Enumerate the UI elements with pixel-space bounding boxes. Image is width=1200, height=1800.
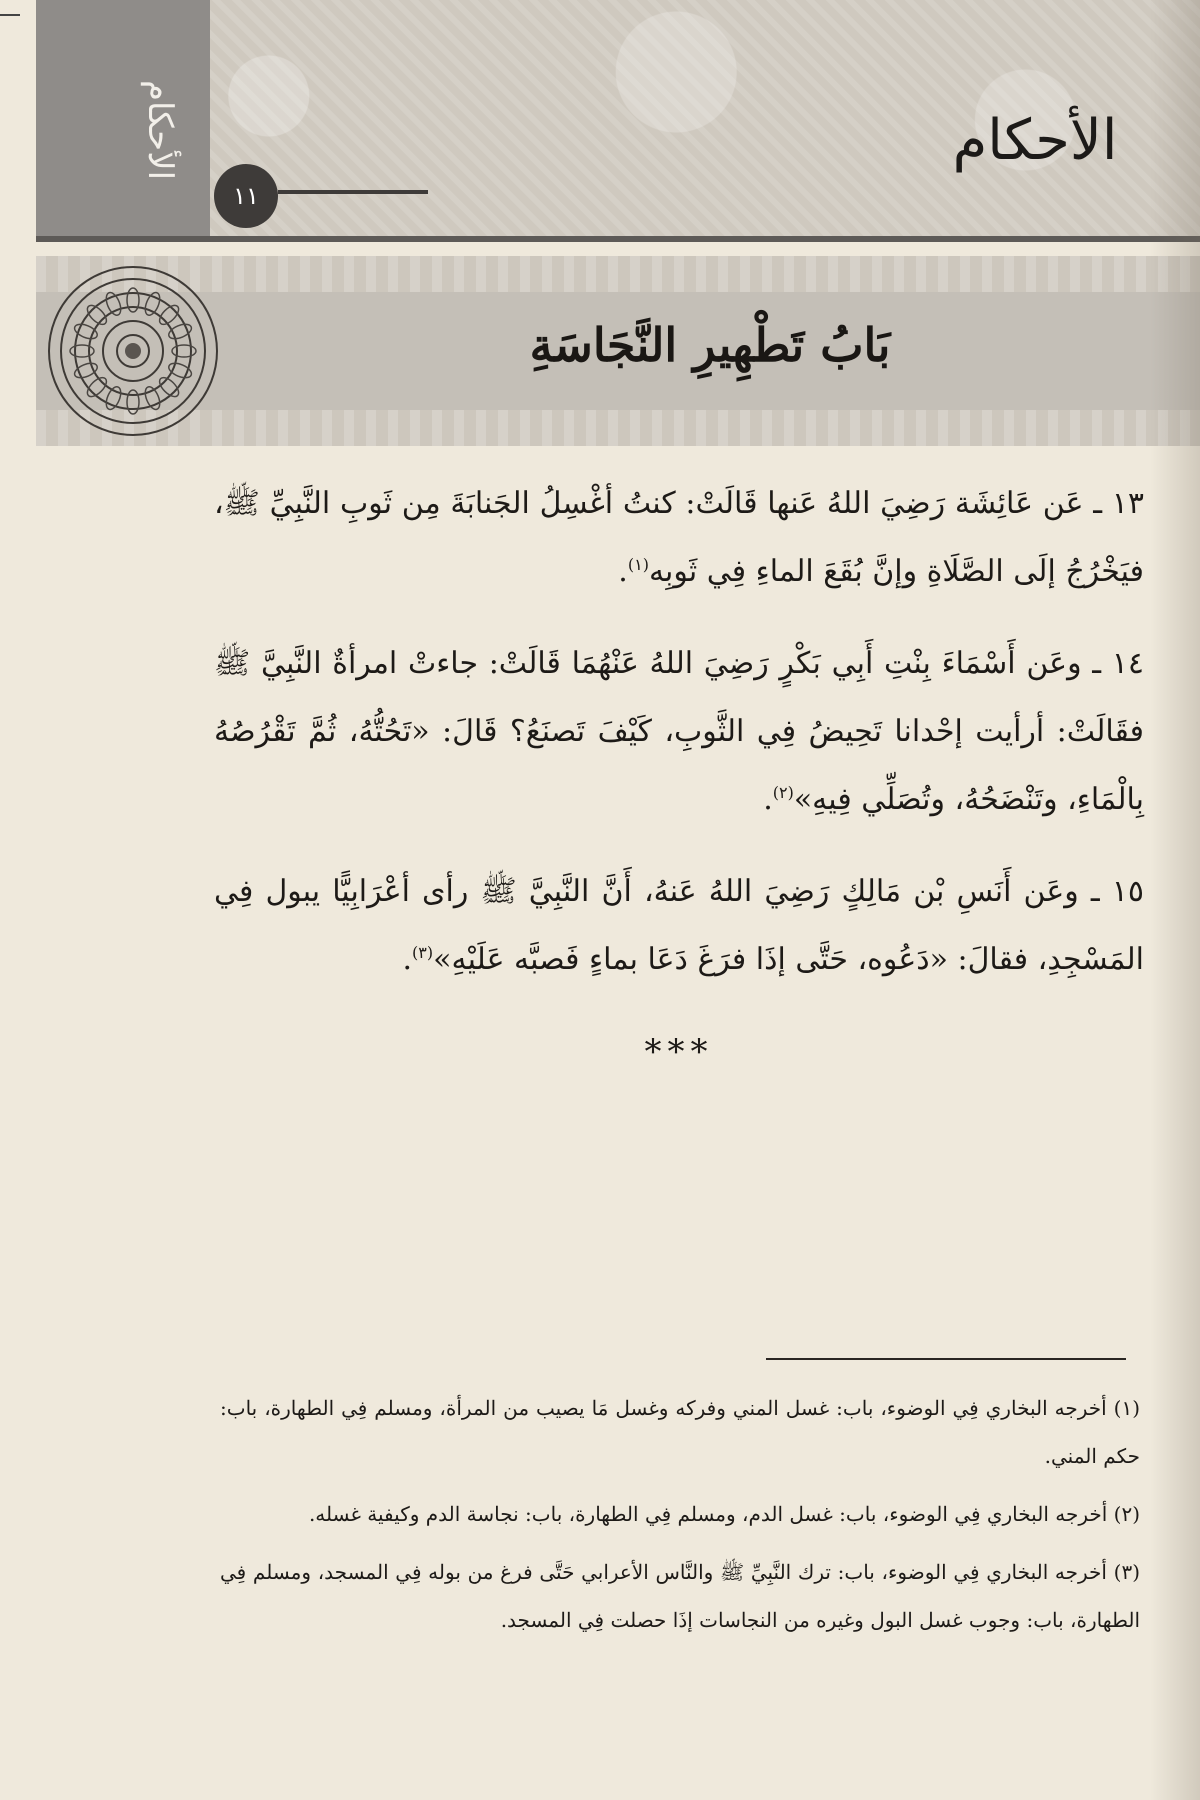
footnote-3: (٣) أخرجه البخاري فِي الوضوء، باب: ترك النَّبِيِّ ﷺ والنَّاس الأعرابي حَتَّى فرغ من بوله فِي المسجد، ومسلم فِي الطهارة، باب: وجوب غسل البول وغيره من النجاسات إذَا حصلت فِي المسجد. [220, 1560, 1140, 1632]
page-edge-mark [0, 14, 20, 16]
side-calligraphy-title: الأحكام [140, 79, 180, 181]
footnote-divider [766, 1358, 1126, 1360]
page-number: ١١ [214, 164, 278, 228]
hadith-13: ١٣ ـ عَن عَائِشَة رَضِيَ اللهُ عَنها قَالَتْ: كنتُ أغْسِلُ الجَنابَةَ مِن ثَوبِ النَّبِيِّ ﷺ، فيَخْرُجُ إلَى الصَّلَاةِ وإنَّ بُقَعَ الماءِ فِي ثَوبِه$^{(١)}$. [214, 486, 1144, 589]
footnotes [220, 1384, 1140, 1654]
hadith-15: ١٥ ـ وعَن أَنَسِ بْن مَالِكٍ رَضِيَ اللهُ عَنهُ، أَنَّ النَّبِيَّ ﷺ رأى أعْرَابِيًّا يبول فِي المَسْجِدِ، فقالَ: «دَعُوه، حَتَّى إذَا فرَغَ دَعَا بماءٍ فَصبَّه عَلَيْهِ»$^{(٣)}$. [214, 874, 1144, 977]
hadith-text: ١٣ ـ عَن عَائِشَة رَضِيَ اللهُ عَنها قَالَتْ: كنتُ أغْسِلُ الجَنابَةَ مِن ثَوبِ النَّبِيِّ ﷺ، فيَخْرُجُ إلَى الصَّلَاةِ وإنَّ بُقَعَ الماءِ فِي ثَوبِه [214, 486, 1144, 589]
footnote-ref[interactable]: (٢) [772, 783, 794, 802]
mandala-petal [70, 345, 94, 357]
mandala-petal [127, 288, 139, 312]
mandala-ornament-icon [44, 262, 222, 440]
footnote-2: (٢) أخرجه البخاري فِي الوضوء، باب: غسل الدم، ومسلم فِي الطهارة، باب: نجاسة الدم وكيفية غسله. [308, 1502, 1140, 1526]
hadith-14: ١٤ ـ وعَن أَسْمَاءَ بِنْتِ أَبِي بَكْرٍ رَضِيَ اللهُ عَنْهُمَا قَالَتْ: جاءتْ امرأةٌ النَّبِيَّ ﷺ فقَالَتْ: أرأيت إحْدانا تَحِيضُ فِي الثَّوبِ، كَيْفَ تَصنَعُ؟ قَالَ: «تَحُتُّهُ، ثُمَّ تَقْرُصُهُ بِالْمَاءِ، وتَنْضَحُهُ، وتُصَلِّي فِيهِ»$^{(٢)}$. [214, 646, 1144, 817]
hadith-list [214, 470, 1144, 1086]
mandala-petal [172, 345, 196, 357]
page-gutter-shadow [1150, 0, 1200, 1800]
book-title: الأحكام [952, 108, 1118, 173]
footnote-ref[interactable]: (١) [627, 555, 649, 574]
header-divider [36, 236, 1200, 242]
footnote-ref[interactable]: (٣) [412, 943, 434, 962]
chapter-title: بَابُ تَطْهِيرِ النَّجَاسَةِ [529, 318, 891, 372]
footnote-1: (١) أخرجه البخاري فِي الوضوء، باب: غسل المني وفركه وغسل مَا يصيب من المرأة، ومسلم فِي الطهارة، باب: حكم المني. [220, 1396, 1140, 1468]
section-separator: *** [644, 1032, 714, 1072]
hadith-text: ١٥ ـ وعَن أَنَسِ بْن مَالِكٍ رَضِيَ اللهُ عَنهُ، أَنَّ النَّبِيَّ ﷺ رأى أعْرَابِيًّا يبول فِي المَسْجِدِ، فقالَ: «دَعُوه، حَتَّى إذَا فرَغَ دَعَا بماءٍ فَصبَّه عَلَيْهِ» [214, 874, 1144, 977]
mandala-petal [127, 390, 139, 414]
page-number-rule [278, 190, 428, 194]
hadith-text: ١٤ ـ وعَن أَسْمَاءَ بِنْتِ أَبِي بَكْرٍ رَضِيَ اللهُ عَنْهُمَا قَالَتْ: جاءتْ امرأةٌ النَّبِيَّ ﷺ فقَالَتْ: أرأيت إحْدانا تَحِيضُ فِي الثَّوبِ، كَيْفَ تَصنَعُ؟ قَالَ: «تَحُتُّهُ، ثُمَّ تَقْرُصُهُ بِالْمَاءِ، وتَنْضَحُهُ، وتُصَلِّي فِيهِ» [214, 646, 1144, 817]
